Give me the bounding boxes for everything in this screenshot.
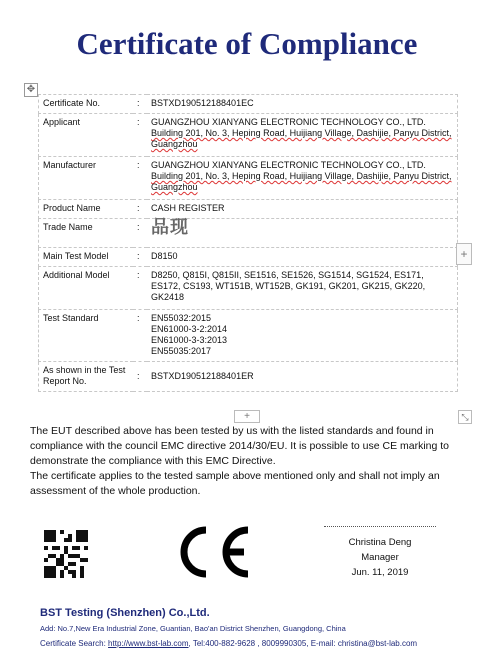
table-resize-icon[interactable]: ⤡: [458, 410, 472, 424]
test-standard-item: EN61000-3-2:2014: [151, 324, 228, 334]
table-row: Trade Name : 品现: [39, 219, 458, 248]
scope-statement: The certificate applies to the tested sample above mentioned only and shall not imply an assessment of the whole production.: [30, 470, 440, 497]
table-row: Additional Model : D8250, Q815I, Q815II, SE1516, SE1526, SG1514, SG1524, ES171, ES172, CS193, WT151B, WT152B, GK191, GK201, GK215, GK220, GK2418: [39, 267, 458, 310]
certificate-details-table: [38, 94, 458, 392]
signature-date: Jun. 11, 2019: [351, 567, 409, 578]
qr-code-icon: [44, 530, 88, 578]
test-standard-item: EN61000-3-3:2013: [151, 335, 228, 345]
row-label: Product Name: [39, 200, 134, 219]
test-report-number: BSTXD190512188401ER: [147, 362, 458, 392]
issuer-address: Add: No.7,New Era Industrial Zone, Guantian, Bao'an District Shenzhen, Guangdong, China: [40, 624, 346, 633]
applicant-company: GUANGZHOU XIANYANG ELECTRONIC TECHNOLOGY CO., LTD.: [151, 117, 426, 127]
certificate-title: Certificate of Compliance: [76, 26, 418, 61]
test-standard-item: EN55035:2017: [151, 346, 212, 356]
row-label: Applicant: [39, 114, 134, 157]
table-row: Product Name : CASH REGISTER: [39, 200, 458, 219]
row-label: Certificate No.: [39, 95, 134, 114]
manufacturer-address: Building 201, No. 3, Heping Road, Huijiang Village, Dashijie, Panyu District, Guangzhou: [151, 171, 452, 192]
table-row: Certificate No. : BSTXD190512188401EC: [39, 95, 458, 114]
row-label: Test Standard: [39, 310, 134, 362]
row-label: Manufacturer: [39, 157, 134, 200]
signatory-name: Christina Deng: [348, 537, 412, 548]
manufacturer-company: GUANGZHOU XIANYANG ELECTRONIC TECHNOLOGY CO., LTD.: [151, 160, 426, 170]
applicant-address: Building 201, No. 3, Heping Road, Huijiang Village, Dashijie, Panyu District, Guangzhou: [151, 128, 452, 149]
row-label: Main Test Model: [39, 248, 134, 267]
product-name: CASH REGISTER: [147, 200, 458, 219]
table-row: Manufacturer : GUANGZHOU XIANYANG ELECTRONIC TECHNOLOGY CO., LTD. Building 201, No. 3, Heping Road, Huijiang Village, Dashijie, Panyu District, Guangzhou: [39, 157, 458, 200]
issuer-name: BST Testing (Shenzhen) Co.,Ltd.: [40, 607, 210, 619]
main-test-model: D8150: [147, 248, 458, 267]
certificate-number: BSTXD190512188401EC: [147, 95, 458, 114]
trade-name-logo: 品现: [151, 217, 189, 237]
compliance-statement: The EUT described above has been tested by us with the listed standards and found in compliance with the council EMC directive 2014/30/EU. It is possible to use CE marking to demonstrate the compliance with this EMC Directive.: [30, 425, 450, 467]
add-row-icon[interactable]: +: [234, 410, 260, 423]
table-row: As shown in the Test Report No. : BSTXD190512188401ER: [39, 362, 458, 392]
certificate-search-label: Certificate Search:: [40, 639, 106, 648]
table-row: Applicant : GUANGZHOU XIANYANG ELECTRONIC TECHNOLOGY CO., LTD. Building 201, No. 3, Heping Road, Huijiang Village, Dashijie, Panyu District, Guangzhou: [39, 114, 458, 157]
signatory-title: Manager: [361, 552, 399, 563]
issuer-contact: [40, 639, 417, 648]
row-label: Trade Name: [39, 219, 134, 248]
signature-line: [324, 526, 436, 531]
test-standard-item: EN55032:2015: [151, 313, 212, 323]
additional-models: D8250, Q815I, Q815II, SE1516, SE1526, SG1514, SG1524, ES171, ES172, CS193, WT151B, WT152B, GK191, GK201, GK215, GK220, GK2418: [147, 267, 458, 310]
signature-block: [320, 526, 440, 580]
row-label: As shown in the Test Report No.: [39, 362, 134, 392]
website-link[interactable]: http://www.bst-lab.com: [108, 639, 189, 648]
table-move-handle-icon[interactable]: ✥: [24, 83, 38, 97]
row-label: Additional Model: [39, 267, 134, 310]
ce-mark-icon: [174, 524, 254, 580]
table-row: Main Test Model : D8150: [39, 248, 458, 267]
table-row: Test Standard : EN55032:2015 EN61000-3-2:2014 EN61000-3-3:2013 EN55035:2017: [39, 310, 458, 362]
add-column-icon[interactable]: +: [456, 243, 472, 265]
contact-details: , Tel:400-882-9628 , 8009990305, E-mail: christina@bst-lab.com: [188, 639, 418, 648]
